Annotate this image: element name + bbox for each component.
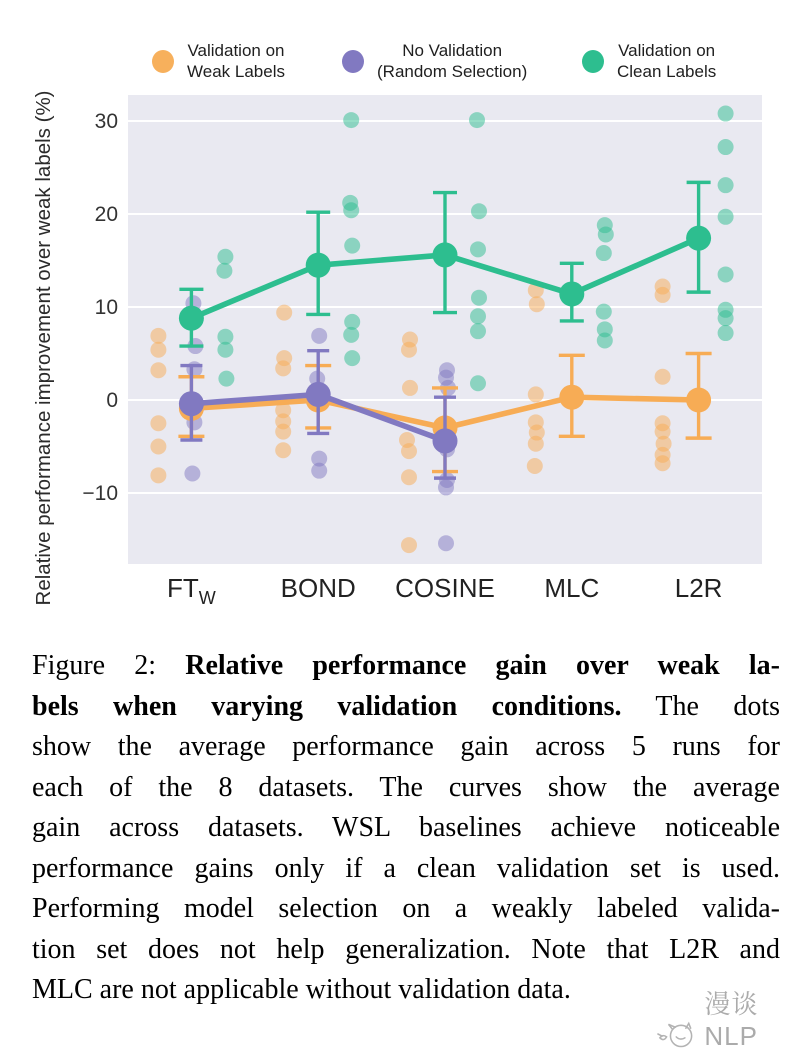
- dataset-dot: [343, 202, 359, 218]
- legend-item-no-validation: [342, 40, 527, 82]
- dataset-dot: [402, 380, 418, 396]
- clean-labels-dot-icon: [582, 50, 604, 73]
- y-tick-labels: [82, 110, 118, 505]
- legend-label-line: Validation on: [187, 41, 285, 60]
- dataset-dot: [275, 424, 291, 440]
- mean-dot: [559, 385, 584, 410]
- legend-label-weak-labels: [187, 40, 285, 82]
- dataset-dot: [217, 249, 233, 265]
- dataset-dot: [150, 415, 166, 431]
- watermark: [656, 984, 808, 1052]
- dataset-dot: [150, 328, 166, 344]
- caption-line: [32, 808, 780, 849]
- mean-dot: [686, 226, 711, 251]
- mean-dot: [306, 382, 331, 407]
- dataset-dot: [344, 238, 360, 254]
- caption-line: [32, 687, 780, 728]
- caption-line: [32, 930, 780, 971]
- mean-dot: [179, 391, 204, 416]
- dataset-dot: [597, 332, 613, 348]
- dataset-dot: [438, 479, 454, 495]
- caption-line: [32, 849, 780, 890]
- caption-line: [32, 646, 780, 687]
- caption-bold-text: Relative performance gain over weak la-: [185, 650, 780, 681]
- legend-label-line: Clean Labels: [617, 62, 717, 81]
- dataset-dot: [718, 310, 734, 326]
- caption-text: Performing model selection on a weakly labeled valida-: [32, 893, 780, 924]
- dataset-dot: [275, 360, 291, 376]
- dataset-dot: [276, 305, 292, 321]
- dataset-dot: [311, 463, 327, 479]
- caption-text: MLC are not applicable without validation data.: [32, 974, 571, 1005]
- mean-dot: [433, 428, 458, 453]
- dataset-dot: [527, 458, 543, 474]
- no-validation-dot-icon: [342, 50, 364, 73]
- caption-line: [32, 727, 780, 768]
- caption-line: [32, 889, 780, 930]
- dataset-dot: [217, 342, 233, 358]
- legend-label-line: No Validation: [402, 41, 503, 60]
- x-tick-label: BOND: [280, 573, 356, 603]
- legend-item-clean-labels: [582, 40, 716, 82]
- dataset-dot: [150, 362, 166, 378]
- dataset-dot: [528, 386, 544, 402]
- dataset-dot: [471, 290, 487, 306]
- dataset-dot: [718, 266, 734, 282]
- dataset-dot: [596, 304, 612, 320]
- legend-label-clean-labels: [617, 40, 716, 82]
- y-axis-label: Relative performance improvement over weak labels (%): [32, 90, 55, 606]
- dataset-dot: [184, 465, 200, 481]
- dataset-dot: [218, 371, 234, 387]
- dataset-dot: [655, 455, 671, 471]
- legend-label-no-validation: [377, 40, 527, 82]
- caption-text: each of the 8 datasets. The curves show the average: [32, 771, 780, 803]
- y-tick-label: 20: [94, 203, 118, 226]
- caption-bold-text: bels when varying validation conditions.: [32, 690, 622, 722]
- x-tick-label: $FT_W$: [167, 573, 216, 608]
- caption-text: show the average performance gain across 5 runs for: [32, 731, 780, 762]
- mean-dot: [179, 306, 204, 331]
- dataset-dot: [528, 436, 544, 452]
- dataset-dot: [216, 263, 232, 279]
- dataset-dot: [401, 443, 417, 459]
- dataset-dot: [718, 177, 734, 193]
- dataset-dot: [469, 112, 485, 128]
- chart-legend: [0, 34, 808, 92]
- dataset-dot: [150, 439, 166, 455]
- legend-label-line: Validation on: [618, 41, 716, 60]
- caption-line: [32, 768, 780, 809]
- mean-dot: [433, 242, 458, 267]
- mean-dot: [559, 281, 584, 306]
- caption-text: performance gains only if a clean validation set is used.: [32, 852, 780, 884]
- dataset-dot: [150, 467, 166, 483]
- legend-label-line: Weak Labels: [187, 62, 285, 81]
- y-tick-label: 30: [94, 110, 118, 133]
- dataset-dot: [186, 361, 202, 377]
- dataset-dot: [438, 535, 454, 551]
- figure-caption: [32, 646, 780, 1011]
- y-tick-label: 10: [94, 296, 118, 319]
- legend-label-line: (Random Selection): [377, 62, 528, 81]
- watermark-text: 漫谈NLP: [704, 989, 759, 1051]
- caption-text: gain across datasets. WSL baselines achieve noticeable: [32, 812, 780, 843]
- x-tick-label: L2R: [674, 573, 723, 603]
- dataset-dot: [401, 469, 417, 485]
- dataset-dot: [718, 325, 734, 341]
- dataset-dot: [401, 342, 417, 358]
- dataset-dot: [470, 241, 486, 257]
- x-tick-labels: [167, 573, 722, 608]
- caption-text: tion set does not help generalization. Note that L2R and: [32, 933, 780, 965]
- dataset-dot: [470, 323, 486, 339]
- dataset-dot: [150, 342, 166, 358]
- caption-text: Figure 2:: [32, 650, 186, 681]
- weak-labels-dot-icon: [152, 50, 174, 73]
- y-tick-label: −10: [82, 482, 118, 505]
- dataset-dot: [529, 296, 545, 312]
- dataset-dot: [344, 350, 360, 366]
- dataset-dot: [655, 287, 671, 303]
- dataset-dot: [598, 226, 614, 242]
- dataset-dot: [275, 442, 291, 458]
- x-tick-label: COSINE: [395, 573, 495, 603]
- y-tick-label: 0: [106, 389, 118, 412]
- dataset-dot: [311, 328, 327, 344]
- dataset-dot: [718, 139, 734, 155]
- watermark-doodle-icon: [656, 1016, 698, 1052]
- caption-text: The dots: [621, 690, 781, 722]
- dataset-dot: [596, 245, 612, 261]
- dataset-dot: [718, 209, 734, 225]
- dataset-dot: [471, 203, 487, 219]
- x-tick-label: MLC: [544, 573, 600, 603]
- dataset-dot: [718, 106, 734, 122]
- dataset-dot: [655, 369, 671, 385]
- dataset-dot: [470, 308, 486, 324]
- legend-item-weak-labels: [152, 40, 285, 82]
- mean-dot: [306, 253, 331, 278]
- dataset-dot: [401, 537, 417, 553]
- dataset-dot: [343, 327, 359, 343]
- mean-dot: [686, 388, 711, 413]
- dataset-dot: [343, 112, 359, 128]
- dataset-dot: [470, 375, 486, 391]
